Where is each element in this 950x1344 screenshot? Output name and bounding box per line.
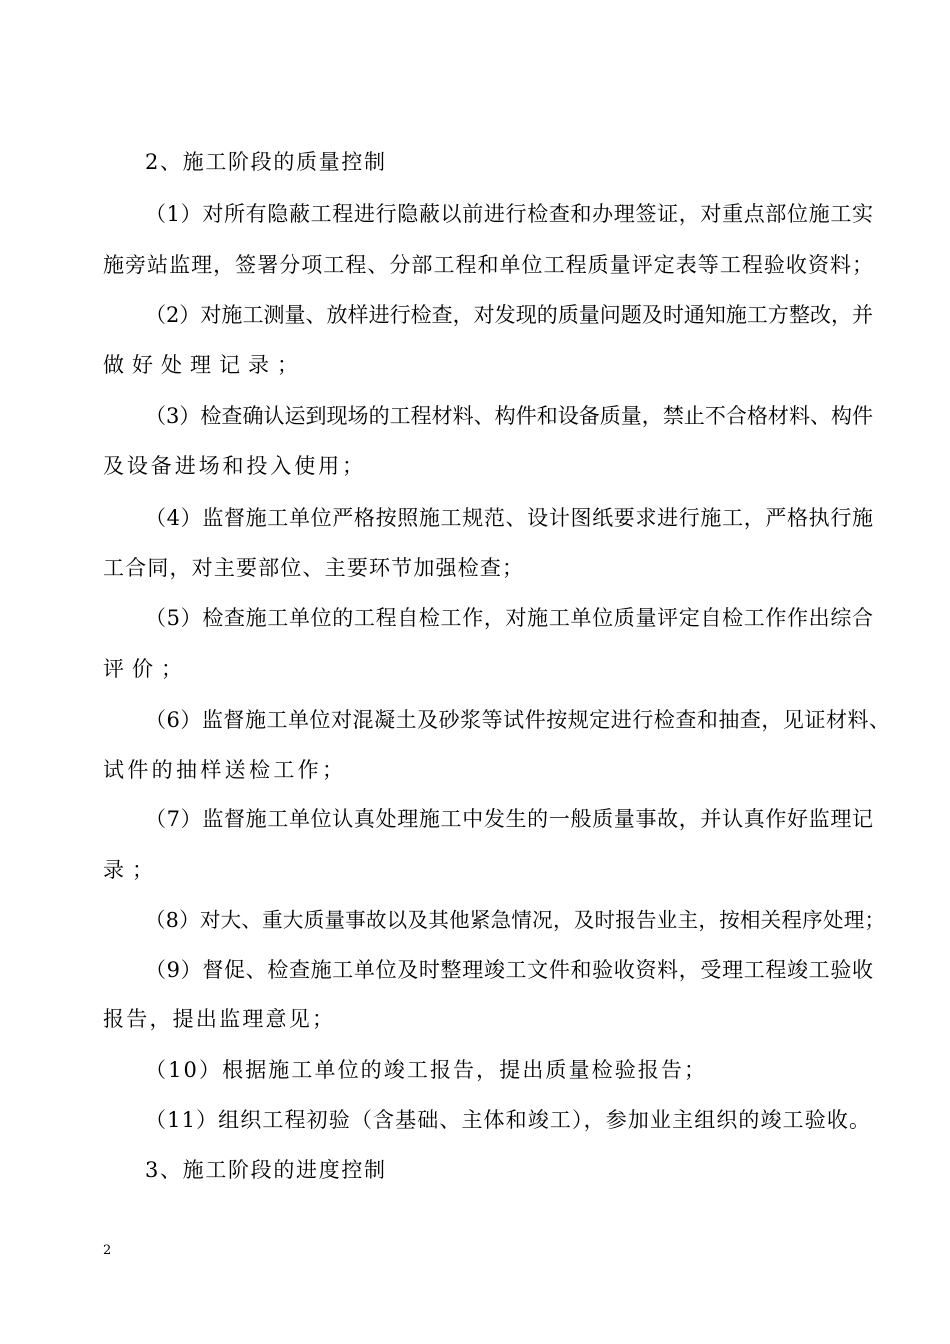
- paragraph-line: （6）监督施工单位对混凝土及砂浆等试件按规定进行检查和抽查，见证材料、: [145, 708, 891, 732]
- paragraph-line: （11）组织工程初验（含基础、主体和竣工），参加业主组织的竣工验收。: [145, 1108, 872, 1132]
- paragraph-line: （7）监督施工单位认真处理施工中发生的一般质量事故，并认真作好监理记: [145, 807, 874, 831]
- paragraph-line: 做好处理记录；: [103, 353, 306, 377]
- paragraph-line: 报告，提出监理意见；: [103, 1007, 336, 1031]
- paragraph-line: 试件的抽样送检工作；: [103, 758, 347, 782]
- paragraph-line: （3）检查确认运到现场的工程材料、构件和设备质量，禁止不合格材料、构件: [145, 404, 874, 428]
- paragraph-line: （9）督促、检查施工单位及时整理竣工文件和验收资料，受理工程竣工验收: [145, 958, 874, 982]
- page-number: 2: [103, 1243, 112, 1258]
- section-heading-quality-control: 2、施工阶段的质量控制: [145, 150, 387, 174]
- paragraph-line: 施旁站监理，签署分项工程、分部工程和单位工程质量评定表等工程验收资料；: [103, 253, 875, 277]
- paragraph-line: 及设备进场和投入使用；: [103, 454, 366, 478]
- paragraph-line: （1）对所有隐蔽工程进行隐蔽以前进行检查和办理签证，对重点部位施工实: [145, 202, 874, 226]
- paragraph-line: （8）对大、重大质量事故以及其他紧急情况，及时报告业主，按相关程序处理；: [145, 908, 886, 932]
- section-heading-progress-control: 3、施工阶段的进度控制: [145, 1158, 387, 1182]
- paragraph-line: （2）对施工测量、放样进行检查，对发现的质量问题及时通知施工方整改，并: [145, 303, 874, 327]
- paragraph-line: 工合同，对主要部位、主要环节加强检查；: [103, 556, 525, 580]
- paragraph-line: （10）根据施工单位的竣工报告，提出质量检验报告；: [145, 1058, 708, 1082]
- paragraph-line: （5）检查施工单位的工程自检工作，对施工单位质量评定自检工作作出综合: [145, 606, 874, 630]
- paragraph-line: （4）监督施工单位严格按照施工规范、设计图纸要求进行施工，严格执行施: [145, 506, 874, 530]
- paragraph-line: 评价；: [103, 657, 190, 681]
- paragraph-line: 录；: [103, 858, 161, 882]
